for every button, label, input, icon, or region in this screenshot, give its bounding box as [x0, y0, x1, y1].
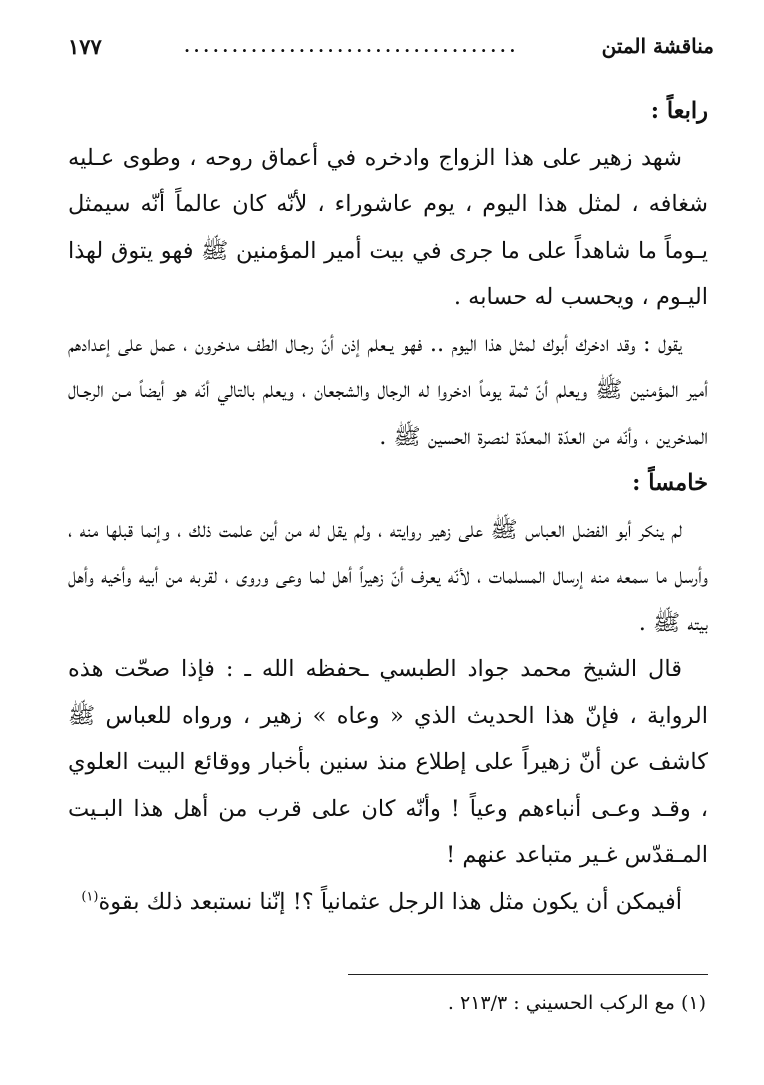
main-text: [68, 88, 708, 925]
running-header: [68, 30, 714, 62]
paragraph: لم ينكر أبو الفضل العباس ﷺ على زهير روايته ، ولم يقل له من أين علمت ذلك ، وإنما قبلها منه ، وأرسل ما سمعه منه إرسال المسلمات ، لأنّه يعرف أنّ زهيراً أهل لما وعى وروى ، لقربه من أبيه وأخيه وأهل بيته ﷺ .: [68, 516, 708, 636]
footnote-divider: [348, 974, 708, 975]
page-number: ١٧٧: [68, 33, 102, 59]
paragraph-text: أفيمكن أن يكون مثل هذا الرجل عثمانياً ؟! إنّنا نستبعد ذلك بقوة: [98, 888, 682, 915]
footnote: (١) مع الركب الحسيني : ٢١٣/٣ .: [447, 992, 706, 1014]
header-leader-dots: ...................................: [184, 36, 520, 56]
paragraph: يقول : وقد ادخرك أبوك لمثل هذا اليوم .. فهو يـعلم إذن أنّ رجـال الطف مدخرون ، عمل على إعدادهم أمير المؤمنين ﷺ ويعلم أنّ ثمة يوماً ادخروا له الرجال والشجعان ، ويعلم بالتالي أنّه هو أيضاً مـن الرجـال المدخرين ، وأنّه من العدّة المعدّة لنصرة الحسين ﷺ .: [68, 330, 708, 450]
paragraph-with-footnote: [68, 879, 708, 926]
section-heading-fifth: خامساً :: [632, 470, 708, 496]
chapter-title: مناقشة المتن: [601, 34, 714, 58]
paragraph: قال الشيخ محمد جواد الطبسي ـحفظه الله ـ : فإذا صحّت هذه الرواية ، فإنّ هذا الحديث الذي « وعاه » زهير ، ورواه للعباس ﷺ كاشف عن أنّ زهيراً على إطلاع منذ سنين بأخبار ووقائع البيت العلوي ، وقـد وعـى أنباءهم وعياً ! وأنّه كان على قرب من أهل هذا البـيت المـقدّس غـير متباعد عنهم !: [68, 656, 708, 868]
section-heading-fourth: رابعاً :: [650, 98, 708, 124]
paragraph: شهد زهير على هذا الزواج وادخره في أعماق روحه ، وطوى عـليه شغافه ، لمثل هذا اليوم ، يوم عاشوراء ، لأنّه كان عالماً أنّه سيمثل يـوماً ما شاهداً على ما جرى في بيت أمير المؤمنين ﷺ فهو يتوق لهذا اليـوم ، ويحسب له حسابه .: [68, 144, 708, 310]
footnote-reference: (١): [81, 889, 99, 904]
